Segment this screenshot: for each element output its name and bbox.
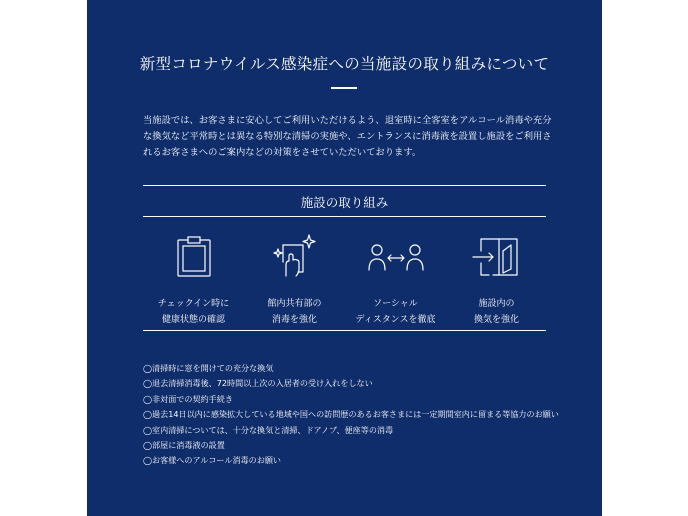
note-text: 退去清掃消毒後、72時間以上次の入居者の受け入れをしない — [152, 378, 373, 389]
feature-label-line2: ディスタンスを徹底 — [355, 315, 436, 325]
list-item — [143, 438, 563, 453]
section-title: 施設の取り組み — [300, 195, 389, 210]
circle-bullet-icon: ◯ — [143, 440, 153, 451]
circle-bullet-icon: ◯ — [143, 409, 153, 420]
list-item — [143, 361, 563, 376]
list-item — [143, 423, 563, 438]
circle-bullet-icon: ◯ — [143, 363, 153, 373]
covid-measures-panel — [87, 0, 602, 516]
window-ventilation-icon — [471, 235, 523, 279]
feature-social-distance — [345, 228, 446, 328]
feature-label-line1: チェックイン時に — [157, 299, 230, 309]
title-underline — [331, 87, 357, 89]
divider-middle — [143, 216, 546, 217]
feature-label-line2: 消毒を強化 — [271, 315, 317, 325]
circle-bullet-icon: ◯ — [143, 424, 153, 435]
list-item — [143, 392, 563, 407]
intro-paragraph: 当施設では、お客さまに安心してご利用いただけるよう、退室時に全客室をアルコール消毒や充分な換気など平常時とは異なる特別な清掃の実施や、エントランスに消毒液を設置し施設をご利用されるお客さまへのご案内などの対策をさせていただいております。 — [143, 115, 552, 158]
feature-ventilation — [446, 228, 547, 328]
feature-label-line2: 健康状態の確認 — [161, 315, 225, 325]
note-text: 部屋に消毒液の設置 — [152, 440, 225, 451]
feature-list — [143, 228, 546, 328]
list-item — [143, 453, 563, 468]
hand-sparkle-icon — [270, 232, 320, 282]
list-item — [143, 376, 563, 391]
clipboard-icon — [174, 235, 214, 279]
feature-label-line1: ソーシャル — [373, 299, 418, 309]
circle-bullet-icon: ◯ — [143, 455, 153, 466]
list-item — [143, 407, 563, 422]
feature-label-line2: 換気を強化 — [473, 315, 519, 325]
divider-top — [143, 185, 546, 186]
divider-bottom — [143, 330, 546, 331]
page-title: 新型コロナウイルス感染症への当施設の取り組みについて — [139, 55, 550, 73]
note-text: 過去14日以内に感染拡大している地域や国への訪問歴のあるお客さまには一定期間室内に留まる等協力のお願い — [152, 409, 559, 420]
feature-disinfection — [244, 228, 345, 328]
feature-label-line1: 館内共有部の — [267, 299, 322, 309]
note-text: 室内清掃については、十分な換気と清掃、ドアノブ、便座等の消毒 — [152, 424, 394, 435]
note-text: お客様へのアルコール消毒のお願い — [152, 455, 282, 466]
notes-list — [143, 361, 563, 469]
feature-health-check — [143, 228, 244, 328]
note-text: 非対面での契約手続き — [152, 393, 233, 404]
circle-bullet-icon: ◯ — [143, 378, 153, 389]
social-distance-icon — [368, 240, 424, 274]
feature-label-line1: 施設内の — [478, 299, 515, 309]
circle-bullet-icon: ◯ — [143, 393, 153, 404]
note-text: 清掃時に窓を開けての充分な換気 — [152, 363, 274, 373]
